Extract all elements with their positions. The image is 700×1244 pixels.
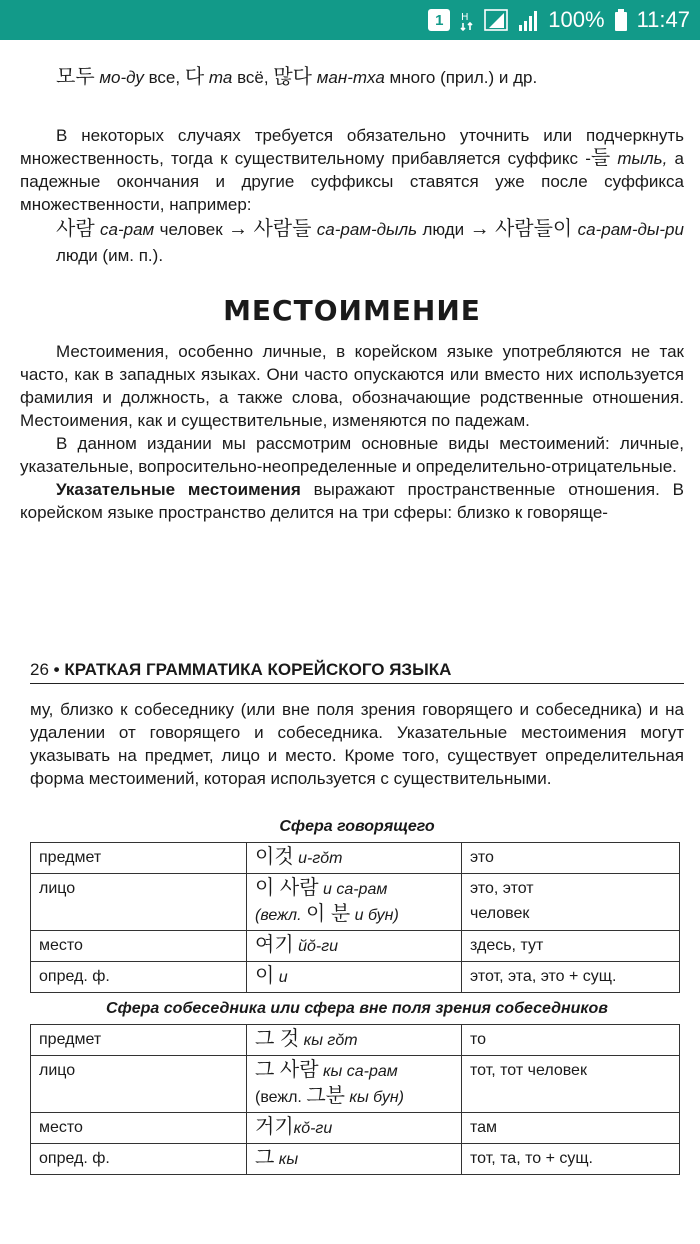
translation-cell: [462, 874, 680, 931]
paragraph-text: выражают пространственные отношения. В корейском языке пространство делится на три сферы: близко к говоряще-: [20, 480, 684, 522]
translation-cell: здесь, тут: [462, 931, 680, 962]
row-label: опред. ф.: [31, 1144, 247, 1175]
korean-cell: [247, 962, 462, 993]
romanization: йŏ-ги: [298, 938, 339, 955]
translation-cell: тот, та, то + сущ.: [462, 1144, 680, 1175]
battery-icon: [615, 9, 627, 31]
romanization: та: [208, 68, 233, 87]
korean-word: 사람들이: [494, 218, 573, 240]
korean-cell: [247, 1144, 462, 1175]
table-row: [31, 843, 680, 874]
bold-term: Указательные местоимения: [56, 480, 301, 499]
romanization: са-рам-ды-ри: [577, 220, 684, 239]
translation: все,: [148, 68, 181, 87]
romanization: и: [278, 969, 288, 986]
korean-suffix: 들: [590, 147, 611, 169]
table-row: [31, 1144, 680, 1175]
row-label: опред. ф.: [31, 962, 247, 993]
translation: всё,: [237, 68, 269, 87]
svg-text:H: H: [461, 12, 469, 23]
korean-cell: [247, 1056, 462, 1113]
paragraph: [20, 478, 684, 524]
romanization: кы: [278, 1151, 299, 1168]
romanization: и бун): [354, 907, 399, 924]
translation-cell: этот, эта, это + сущ.: [462, 962, 680, 993]
korean-cell: [247, 843, 462, 874]
pronoun-paragraphs: [20, 340, 684, 524]
translation-cell: то: [462, 1025, 680, 1056]
paragraph: му, близко к собеседнику (или вне поля зрения говорящего и собеседника) и на удалении от говорящего и собеседника. Указательные местоимения могут указывать на предмет, лицо и место. Кроме того, существует определительная форма местоимений, которая используется с существительными.: [30, 700, 684, 788]
korean-word: 거기: [255, 1116, 294, 1138]
romanization: кы са-рам: [322, 1063, 398, 1080]
romanization: кы гŏт: [303, 1032, 358, 1049]
example-line-1: [20, 66, 684, 89]
korean-cell: [247, 1113, 462, 1144]
translation: человек: [470, 905, 530, 922]
bullet-icon: •: [53, 660, 60, 679]
romanization: тыль,: [617, 149, 668, 168]
paragraph-demonstratives: [30, 698, 684, 790]
paragraph: В данном издании мы рассмотрим основные виды местоимений: личные, указательные, вопросительно-неопределенные и определительно-отрицательные.: [20, 434, 684, 476]
row-label: лицо: [31, 874, 247, 931]
korean-word: 사람들: [253, 218, 312, 240]
table-row: [31, 1056, 680, 1113]
clock: 11:47: [636, 7, 690, 32]
table-row: [31, 874, 680, 931]
korean-word: 그 사람: [255, 1059, 319, 1081]
korean-word: 이 분: [305, 903, 351, 925]
battery-percentage: 100%: [548, 7, 605, 32]
data-transfer-icon: [460, 9, 474, 31]
row-label: предмет: [31, 1025, 247, 1056]
plural-example: [20, 216, 684, 269]
paragraph: Местоимения, особенно личные, в корейском языке употребляются не так часто, как в западных языках. Они часто опускаются или вместо них используется фамилия и должность, а также слова, обозначающие родственные отношения. Местоимения, как и существительные, изменяются по падежам.: [20, 342, 684, 430]
section-heading: МЕСТОИМЕНИЕ: [223, 294, 481, 327]
table-caption: Сфера говорящего: [279, 818, 435, 835]
row-label: предмет: [31, 843, 247, 874]
table-row: [31, 1113, 680, 1144]
romanization: са-рам-дыль: [316, 220, 418, 239]
page-number: 26: [30, 660, 49, 679]
translation: человек: [159, 220, 223, 239]
romanization: и са-рам: [322, 881, 388, 898]
korean-word: 그분: [306, 1085, 345, 1107]
listener-sphere-table: [30, 1024, 680, 1175]
row-label: место: [31, 931, 247, 962]
signal-bars-icon: [518, 9, 538, 31]
korean-word: 다: [184, 66, 205, 88]
korean-cell: [247, 1025, 462, 1056]
running-header: [30, 660, 684, 684]
arrow-icon: →: [469, 218, 490, 240]
korean-cell: [247, 874, 462, 931]
romanization: са-рам: [100, 220, 155, 239]
running-title: КРАТКАЯ ГРАММАТИКА КОРЕЙСКОГО ЯЗЫКА: [64, 660, 452, 679]
speaker-sphere-table: [30, 842, 680, 993]
status-icons: [428, 0, 690, 40]
row-label: место: [31, 1113, 247, 1144]
notification-badge-icon: 1: [428, 9, 450, 31]
korean-word: 많다: [273, 66, 312, 88]
translation-cell: тот, тот человек: [462, 1056, 680, 1113]
korean-word: 사람: [56, 218, 95, 240]
paragraph-text: а падежные окончания и другие суффиксы ставятся уже после суффикса множественности, например:: [20, 149, 684, 214]
korean-word: 그: [255, 1147, 275, 1169]
note: (вежл.: [255, 907, 302, 924]
translation-cell: там: [462, 1113, 680, 1144]
translation: люди: [422, 220, 465, 239]
translation-cell: это: [462, 843, 680, 874]
romanization: мо-ду: [99, 68, 144, 87]
status-bar: [0, 0, 700, 40]
korean-cell: [247, 931, 462, 962]
korean-word: 여기: [255, 934, 294, 956]
romanization: кŏ-ги: [293, 1120, 333, 1137]
romanization: ман-тха: [316, 68, 385, 87]
row-label: лицо: [31, 1056, 247, 1113]
korean-word: 모두: [56, 66, 95, 88]
table-caption: Сфера собеседника или сфера вне поля зрения собеседников: [106, 1000, 608, 1017]
romanization: кы бун): [349, 1089, 404, 1106]
romanization: и-гŏт: [298, 850, 343, 867]
table-row: [31, 1025, 680, 1056]
korean-word: 그 것: [255, 1028, 300, 1050]
note: (вежл.: [255, 1089, 302, 1106]
table-row: [31, 962, 680, 993]
korean-word: 이: [255, 965, 275, 987]
sim-signal-icon: [484, 9, 508, 31]
korean-word: 이것: [255, 846, 294, 868]
korean-word: 이 사람: [255, 877, 319, 899]
table-row: [31, 931, 680, 962]
translation: много (прил.) и др.: [389, 68, 538, 87]
paragraph-plural-suffix: [20, 124, 684, 269]
paragraph-text: В некоторых случаях требуется обязательно уточнить или подчеркнуть множественность, тогда к существительному прибавляется суффикс -: [20, 126, 684, 168]
arrow-icon: →: [228, 218, 249, 240]
translation: это, этот: [470, 880, 534, 897]
translation: люди (им. п.).: [56, 246, 164, 265]
